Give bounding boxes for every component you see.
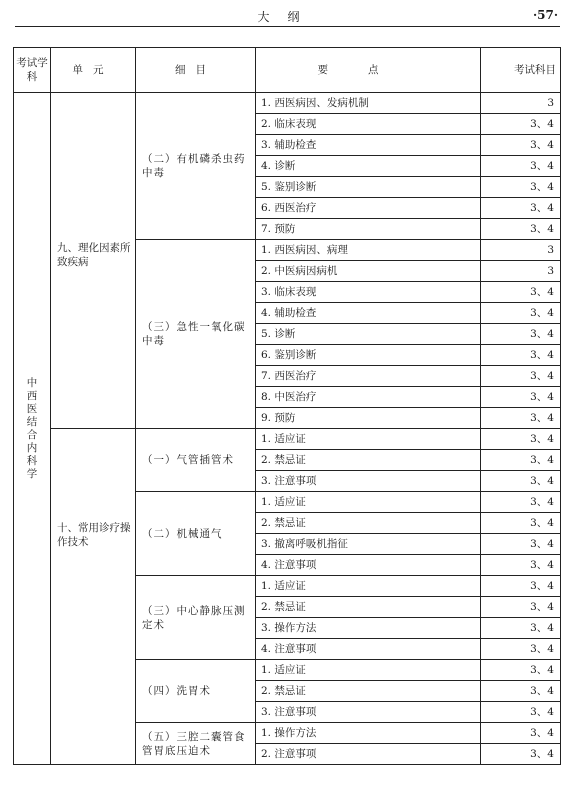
point-cell: 3. 注意事项 [256,702,481,723]
point-cell: 3. 临床表现 [256,282,481,303]
table-row [14,93,561,114]
level-cell: 3、4 [481,387,561,408]
level-cell: 3、4 [481,303,561,324]
page-header-title: 大纲 [257,10,318,24]
detail-cell: （二）机械通气 [136,492,256,576]
level-cell: 3、4 [481,408,561,429]
detail-cell: （五）三腔二囊管食管胃底压迫术 [136,723,256,765]
level-cell: 3、4 [481,177,561,198]
level-cell: 3、4 [481,114,561,135]
point-cell: 2. 禁忌证 [256,450,481,471]
level-cell: 3、4 [481,156,561,177]
level-cell: 3、4 [481,639,561,660]
point-cell: 5. 诊断 [256,324,481,345]
level-cell: 3、4 [481,345,561,366]
point-cell: 4. 辅助检查 [256,303,481,324]
level-cell: 3、4 [481,597,561,618]
level-cell: 3、4 [481,534,561,555]
point-cell: 1. 适应证 [256,660,481,681]
detail-cell: （四）洗胃术 [136,660,256,723]
level-cell: 3 [481,261,561,282]
unit-cell: 十、常用诊疗操作技术 [51,429,136,765]
column-header-detail: 细目 [136,48,256,93]
level-cell: 3、4 [481,681,561,702]
point-cell: 2. 禁忌证 [256,681,481,702]
column-header-unit: 单元 [51,48,136,93]
point-cell: 2. 注意事项 [256,744,481,765]
point-cell: 1. 西医病因、病理 [256,240,481,261]
level-cell: 3 [481,240,561,261]
column-header-subject: 考试学科 [14,48,51,93]
level-cell: 3、4 [481,282,561,303]
point-cell: 5. 鉴别诊断 [256,177,481,198]
unit-cell: 九、理化因素所致疾病 [51,93,136,429]
point-cell: 1. 适应证 [256,429,481,450]
level-cell: 3、4 [481,744,561,765]
subject-cell [14,93,51,765]
point-cell: 2. 禁忌证 [256,597,481,618]
point-cell: 2. 临床表现 [256,114,481,135]
level-cell: 3、4 [481,429,561,450]
point-cell: 3. 操作方法 [256,618,481,639]
detail-cell: （三）急性一氧化碳中毒 [136,240,256,429]
point-cell: 2. 禁忌证 [256,513,481,534]
point-cell: 4. 注意事项 [256,639,481,660]
detail-cell: （一）气管插管术 [136,429,256,492]
level-cell: 3、4 [481,135,561,156]
level-cell: 3、4 [481,723,561,744]
detail-cell: （二）有机磷杀虫药中毒 [136,93,256,240]
level-cell: 3、4 [481,576,561,597]
syllabus-table [13,47,561,765]
point-cell: 1. 适应证 [256,492,481,513]
detail-cell: （三）中心静脉压测定术 [136,576,256,660]
point-cell: 7. 西医治疗 [256,366,481,387]
level-cell: 3、4 [481,198,561,219]
table-row [14,429,561,450]
subject-label: 中西医结合内科学 [26,376,38,480]
column-header-point: 要点 [256,48,481,93]
level-cell: 3、4 [481,555,561,576]
level-cell: 3、4 [481,618,561,639]
table-header-row [14,48,561,93]
level-cell: 3、4 [481,513,561,534]
column-header-level: 考试科目 [481,48,561,93]
point-cell: 8. 中医治疗 [256,387,481,408]
point-cell: 1. 操作方法 [256,723,481,744]
point-cell: 7. 预防 [256,219,481,240]
page-header [15,4,560,27]
level-cell: 3 [481,93,561,114]
level-cell: 3、4 [481,450,561,471]
point-cell: 3. 撤离呼吸机指征 [256,534,481,555]
level-cell: 3、4 [481,471,561,492]
point-cell: 3. 辅助检查 [256,135,481,156]
point-cell: 1. 西医病因、发病机制 [256,93,481,114]
point-cell: 4. 注意事项 [256,555,481,576]
level-cell: 3、4 [481,219,561,240]
point-cell: 9. 预防 [256,408,481,429]
point-cell: 6. 西医治疗 [256,198,481,219]
point-cell: 1. 适应证 [256,576,481,597]
level-cell: 3、4 [481,492,561,513]
page-number: ·57· [532,8,558,22]
point-cell: 3. 注意事项 [256,471,481,492]
syllabus-body [14,93,561,765]
point-cell: 2. 中医病因病机 [256,261,481,282]
level-cell: 3、4 [481,324,561,345]
point-cell: 4. 诊断 [256,156,481,177]
level-cell: 3、4 [481,366,561,387]
point-cell: 6. 鉴别诊断 [256,345,481,366]
level-cell: 3、4 [481,660,561,681]
level-cell: 3、4 [481,702,561,723]
